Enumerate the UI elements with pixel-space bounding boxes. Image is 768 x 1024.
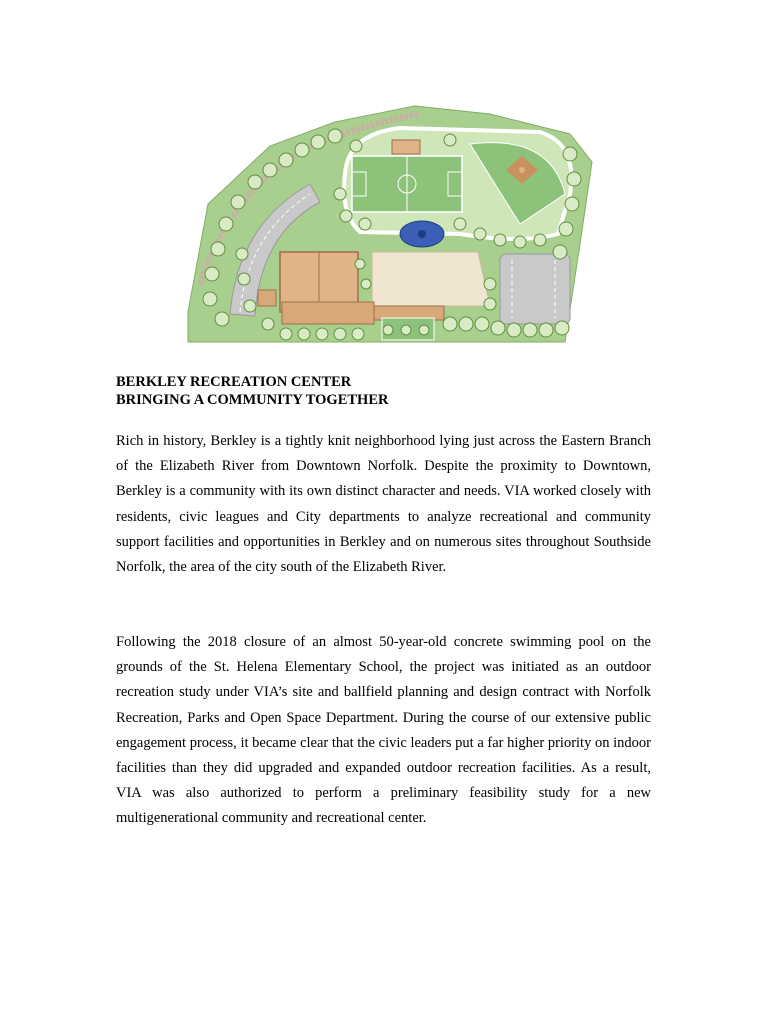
plaza [372, 252, 490, 306]
parking-lot-right [500, 254, 570, 324]
site-plan-image [160, 84, 600, 346]
heading-line-2: BRINGING A COMMUNITY TOGETHER [116, 392, 389, 408]
paragraph-1: Rich in history, Berkley is a tightly knit neighborhood lying just across the Eastern Branch of the Elizabeth River from Downtown Norfolk. Despite the proximity to Downtown, Berkley is a community with its own distinct character and needs. VIA worked closely with residents, civic leagues and City departments to analyze recreational and community support facilities and opportunities in Berkley and on numerous sites throughout Southside Norfolk, the area of the city south of the Elizabeth River. [116, 433, 651, 576]
paragraph-2: Following the 2018 closure of an almost 50-year-old concrete swimming pool on the grounds of the St. Helena Elementary School, the project was initiated as an outdoor recreation study under VIA’s site and ballfield planning and design contract with Norfolk Recreation, Parks and Open Space Department. During the course of our extensive public engagement process, it became clear that the civic leaders put a far higher priority on indoor facilities than they did upgraded and expanded outdoor recreation facilities. As a result, VIA was also authorized to perform a preliminary feasibility study for a new multigenerational community and recreational center. [116, 634, 651, 827]
pavilion [392, 140, 420, 154]
heading-line-1: BERKLEY RECREATION CENTER [116, 374, 352, 390]
document-heading [116, 373, 656, 409]
